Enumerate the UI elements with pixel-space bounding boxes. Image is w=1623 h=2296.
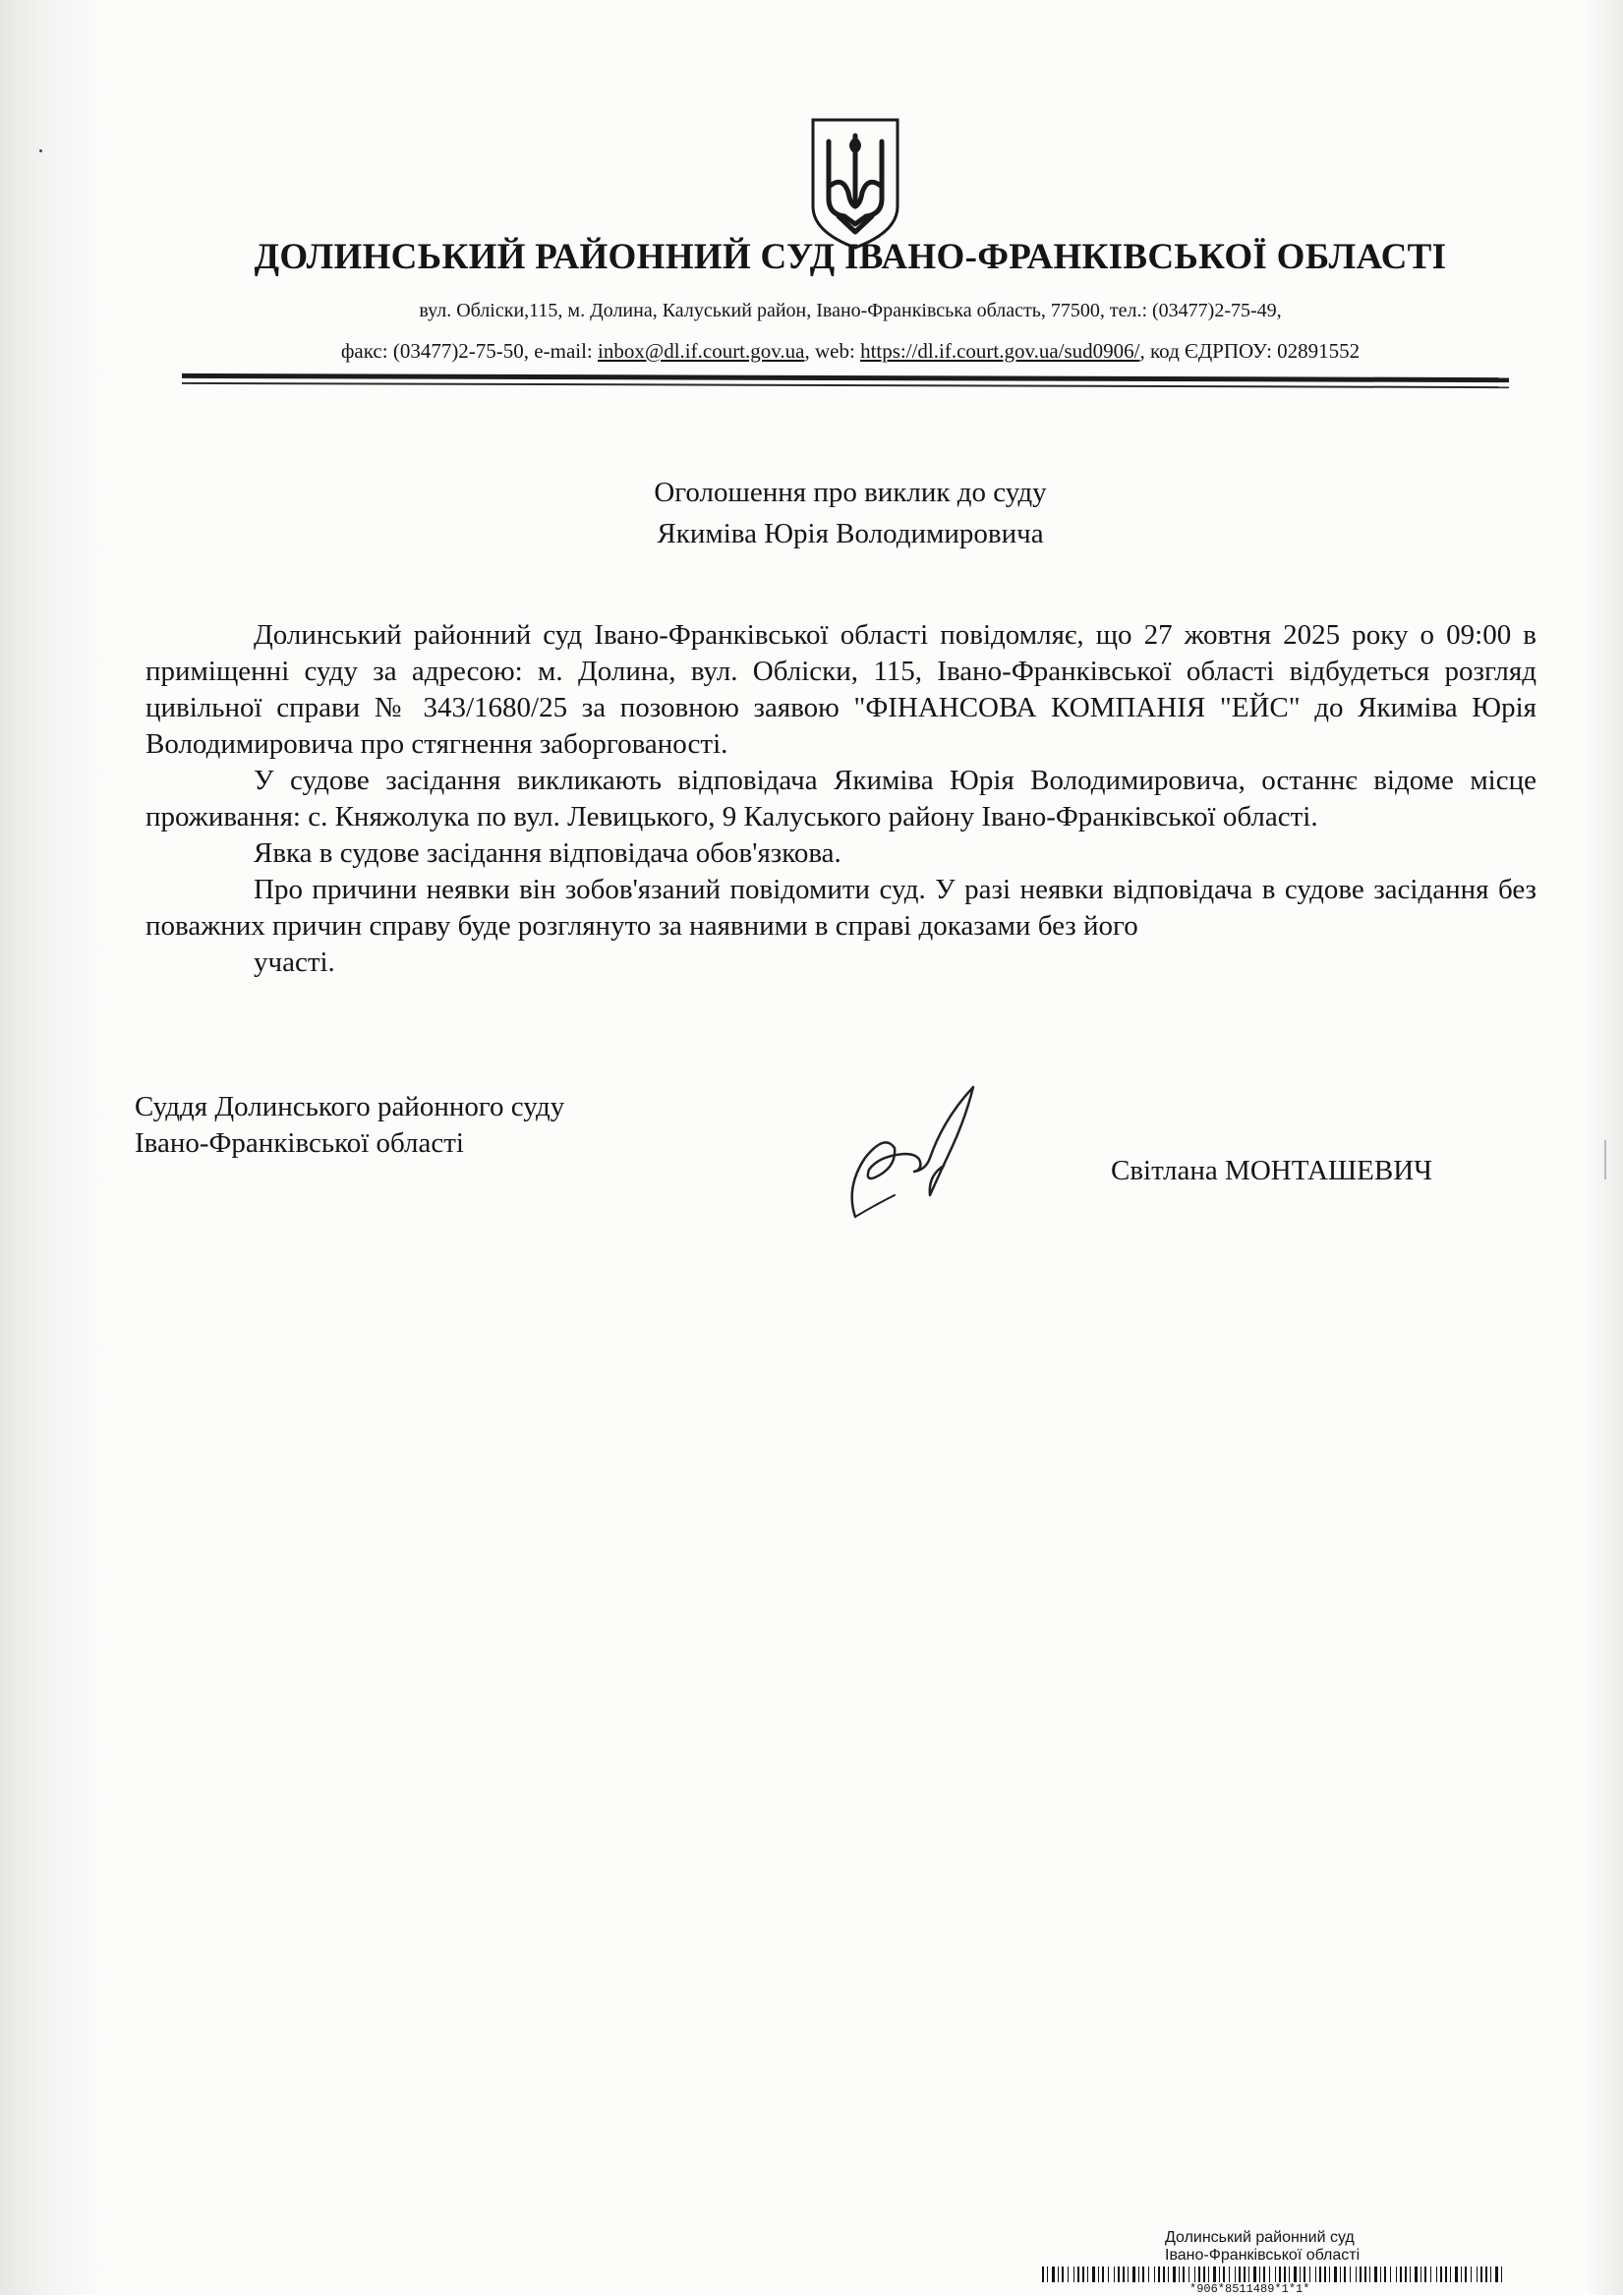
- court-address: вул. Обліски,115, м. Долина, Калуський район, Івано-Франківська область, 77500, тел.: (03477)2-75-49,: [419, 300, 1282, 321]
- email-link[interactable]: inbox@dl.if.court.gov.ua: [598, 339, 805, 363]
- paragraph-hearing-notice: Долинський районний суд Івано-Франківської області повідомляє, що 27 жовтня 2025 року о 09:00 в приміщенні суду за адресою: м. Долина, вул. Обліски, 115, Івано-Франківської області відбудеться розгляд цивільної справи № 343/1680/25 за позовною заявою "ФІНАНСОВА КОМПАНІЯ "ЕЙС" до Якиміва Юрія Володимировича про стягнення заборгованості.: [145, 619, 1536, 760]
- fax-label: факс: (03477)2-75-50, e-mail:: [340, 339, 599, 363]
- barcode-bar: [1138, 2267, 1139, 2282]
- barcode-bar: [1450, 2267, 1451, 2282]
- barcode-bar: [1263, 2267, 1265, 2282]
- barcode-bar: [1098, 2267, 1099, 2282]
- barcode-bar: [1229, 2267, 1230, 2282]
- barcode-bar: [1052, 2267, 1055, 2282]
- barcode-bar: [1108, 2267, 1109, 2282]
- barcode-bar: [1334, 2267, 1337, 2282]
- barcode-bar: [1304, 2267, 1305, 2282]
- barcode-bar: [1142, 2267, 1144, 2282]
- barcode-bar: [1300, 2267, 1301, 2282]
- barcode-bar: [1350, 2267, 1351, 2282]
- barcode-bar: [1148, 2267, 1149, 2282]
- barcode-bar: [1420, 2267, 1421, 2282]
- barcode-bar: [1410, 2267, 1411, 2282]
- header-divider-thick: [182, 373, 1509, 382]
- scan-artifact: [1604, 1140, 1606, 1179]
- barcode-bar: [1430, 2267, 1431, 2282]
- barcode-bar: [1356, 2267, 1357, 2282]
- barcode-bar: [1248, 2267, 1249, 2282]
- barcode-bar: [1213, 2267, 1216, 2282]
- scan-speck: [39, 149, 42, 152]
- barcode-bar: [1208, 2267, 1209, 2282]
- barcode-bar: [1163, 2267, 1165, 2282]
- barcode-bar: [1315, 2267, 1316, 2282]
- barcode-bar: [1194, 2267, 1195, 2282]
- barcode-bar: [1279, 2267, 1281, 2282]
- barcode-bar: [1436, 2267, 1437, 2282]
- signer-title: [135, 1089, 725, 1162]
- barcode-bar: [1128, 2267, 1129, 2282]
- barcode-bar: [1203, 2267, 1205, 2282]
- barcode-bar: [1340, 2267, 1341, 2282]
- barcode-bar: [1259, 2267, 1260, 2282]
- web-label: , web:: [804, 339, 861, 363]
- barcode-bar: [1087, 2267, 1088, 2282]
- barcode-bar: [1058, 2267, 1059, 2282]
- barcode-bar: [1275, 2267, 1276, 2282]
- barcode-bar: [1114, 2267, 1115, 2282]
- barcode-bar: [1380, 2267, 1381, 2282]
- signer-name: Світлана МОНТАШЕВИЧ: [1111, 1155, 1433, 1186]
- barcode-bar: [1047, 2267, 1048, 2282]
- stamp-line-1: Долинський районний суд: [1165, 2229, 1355, 2246]
- court-contacts: [197, 339, 1504, 364]
- barcode-bar: [1477, 2267, 1478, 2282]
- barcode-bar: [1269, 2267, 1270, 2282]
- barcode-bar: [1455, 2267, 1458, 2282]
- signer-title-line-1: Суддя Долинського районного суду: [135, 1091, 565, 1122]
- barcode-bar: [1445, 2267, 1447, 2282]
- barcode-bar: [1495, 2267, 1498, 2282]
- registration-stamp: [1042, 2229, 1534, 2296]
- paragraph-absence: Про причини неявки він зобов'язаний повідомити суд. У разі неявки відповідача в судове засідання без поважних причин справу буде розглянуто за наявними в справі доказами без його: [145, 874, 1536, 942]
- barcode-bar: [1132, 2267, 1135, 2282]
- barcode-bar: [1077, 2267, 1079, 2282]
- heading-line-1: Оголошення про виклик до суду: [654, 477, 1047, 508]
- barcode-bar: [1173, 2267, 1176, 2282]
- court-title: ДОЛИНСЬКИЙ РАЙОННИЙ СУД ІВАНО-ФРАНКІВСЬКОЇ ОБЛАСТІ: [254, 237, 1447, 277]
- barcode-bar: [1440, 2267, 1442, 2282]
- barcode-bar: [1102, 2267, 1104, 2282]
- stamp-line-2: Івано-Франківської області: [1165, 2247, 1361, 2264]
- barcode-bar: [1092, 2267, 1095, 2282]
- barcode-bar: [1068, 2267, 1069, 2282]
- header-divider-thin: [182, 382, 1509, 388]
- barcode-bar: [1384, 2267, 1386, 2282]
- scan-edge-shadow: [0, 0, 108, 2295]
- barcode-bar: [1390, 2267, 1391, 2282]
- paragraph-summons: У судове засідання викликають відповідача Якиміва Юрія Володимировича, останнє відоме місце проживання: с. Княжолука по вул. Левицького, 9 Калуського району Івано-Франківської області.: [145, 765, 1536, 832]
- barcode-number: *906*8511489*1*1*: [1189, 2282, 1310, 2296]
- barcode-bar: [1118, 2267, 1120, 2282]
- barcode-bar: [1344, 2267, 1346, 2282]
- barcode-bar: [1329, 2267, 1330, 2282]
- barcode-bar: [1158, 2267, 1160, 2282]
- edrpou-code: , код ЄДРПОУ: 02891552: [1139, 339, 1361, 363]
- paragraph-absence-end: участі.: [254, 947, 335, 978]
- barcode-bar: [1424, 2267, 1426, 2282]
- barcode-bar: [1168, 2267, 1169, 2282]
- document-body: [145, 617, 1536, 981]
- barcode-bar: [1485, 2267, 1487, 2282]
- web-link[interactable]: https://dl.if.court.gov.ua/sud0906/: [860, 339, 1140, 363]
- barcode-bar: [1235, 2267, 1236, 2282]
- barcode-bar: [1082, 2267, 1084, 2282]
- scan-edge-shadow-right: [1584, 0, 1623, 2295]
- barcode-bar: [1123, 2267, 1125, 2282]
- barcode-bar: [1289, 2267, 1290, 2282]
- barcode-bar: [1369, 2267, 1370, 2282]
- barcode-bar: [1223, 2267, 1225, 2282]
- barcode-bar: [1179, 2267, 1180, 2282]
- barcode-bar: [1364, 2267, 1366, 2282]
- barcode-bar: [1219, 2267, 1220, 2282]
- barcode-bar: [1324, 2267, 1326, 2282]
- barcode-bar: [1244, 2267, 1246, 2282]
- barcode-bar: [1062, 2267, 1064, 2282]
- barcode-bar: [1198, 2267, 1200, 2282]
- barcode-bar: [1294, 2267, 1297, 2282]
- barcode-bar: [1042, 2267, 1044, 2282]
- trident-coat-of-arms-icon: [809, 116, 901, 252]
- barcode-bar: [1319, 2267, 1321, 2282]
- barcode-bar: [1415, 2267, 1418, 2282]
- barcode-icon: [1042, 2267, 1504, 2282]
- barcode-bar: [1461, 2267, 1462, 2282]
- barcode-bar: [1405, 2267, 1407, 2282]
- barcode-bar: [1501, 2267, 1502, 2282]
- barcode-bar: [1073, 2267, 1074, 2282]
- barcode-bar: [1490, 2267, 1491, 2282]
- barcode-bar: [1188, 2267, 1189, 2282]
- barcode-bar: [1154, 2267, 1155, 2282]
- barcode-bar: [1284, 2267, 1286, 2282]
- barcode-bar: [1374, 2267, 1377, 2282]
- barcode-bar: [1309, 2267, 1310, 2282]
- barcode-bar: [1400, 2267, 1402, 2282]
- barcode-bar: [1396, 2267, 1397, 2282]
- barcode-bar: [1471, 2267, 1472, 2282]
- barcode-bar: [1239, 2267, 1241, 2282]
- paragraph-attendance: Явка в судове засідання відповідача обов'язкова.: [254, 837, 841, 869]
- barcode-bar: [1480, 2267, 1482, 2282]
- handwritten-signature-icon: [836, 1079, 1003, 1227]
- barcode-bar: [1253, 2267, 1256, 2282]
- barcode-bar: [1183, 2267, 1185, 2282]
- heading-line-2: Якиміва Юрія Володимировича: [657, 518, 1044, 549]
- barcode-bar: [1465, 2267, 1467, 2282]
- signer-title-line-2: Івано-Франківської області: [135, 1127, 464, 1159]
- barcode-bar: [1360, 2267, 1362, 2282]
- document-heading: [423, 472, 1278, 554]
